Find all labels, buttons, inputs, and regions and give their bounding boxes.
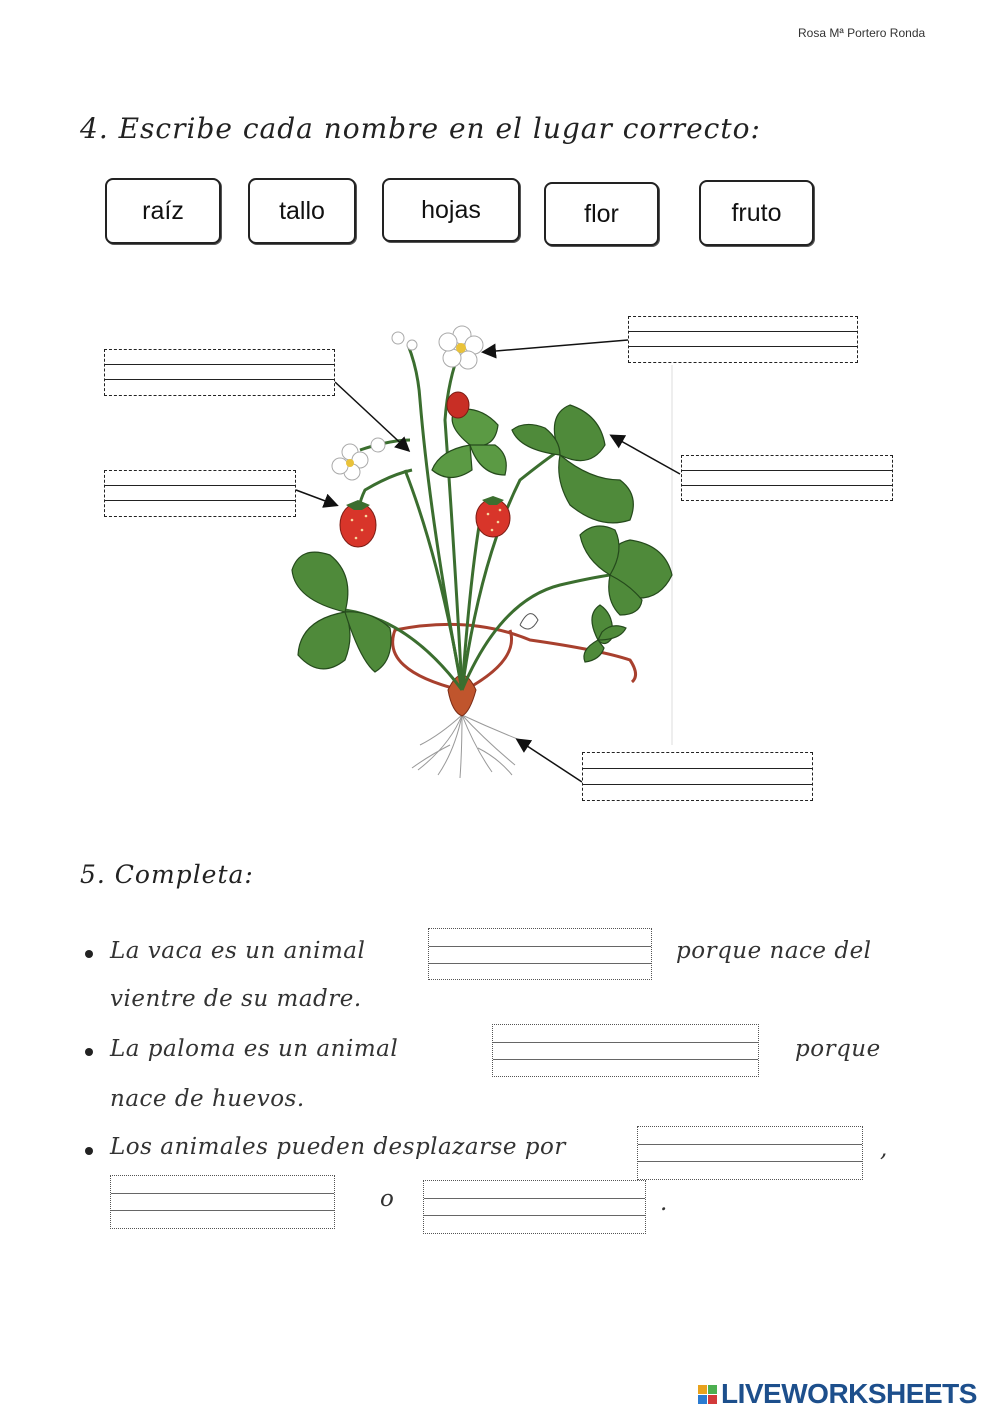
author-name: Rosa Mª Portero Ronda bbox=[798, 26, 926, 40]
word-tallo[interactable]: tallo bbox=[248, 178, 356, 244]
sentence-3-start: Los animales pueden desplazarse por bbox=[110, 1134, 566, 1160]
sentence-1-middle: porque nace del bbox=[676, 938, 872, 964]
answer-box-tallo[interactable] bbox=[628, 316, 858, 363]
sentence-3-or: o bbox=[380, 1186, 395, 1212]
sentence-1-end: vientre de su madre. bbox=[110, 986, 362, 1012]
sentence-3-end: . bbox=[660, 1190, 668, 1216]
answer-box-leaves[interactable] bbox=[681, 455, 893, 501]
word-flor[interactable]: flor bbox=[544, 182, 659, 246]
logo-mark-icon bbox=[698, 1385, 717, 1404]
sentence-2-middle: porque bbox=[795, 1036, 881, 1062]
bullet bbox=[85, 1048, 93, 1056]
word-raiz[interactable]: raíz bbox=[105, 178, 221, 244]
fill-box-4[interactable] bbox=[110, 1175, 335, 1229]
sentence-1-start: La vaca es un animal bbox=[110, 938, 366, 964]
answer-box-fruit[interactable] bbox=[104, 470, 296, 517]
liveworksheets-logo[interactable] bbox=[698, 1378, 977, 1410]
sentence-3-comma: , bbox=[880, 1136, 888, 1162]
section-4-heading: 4. Escribe cada nombre en el lugar correcto: bbox=[80, 112, 761, 145]
fill-box-3[interactable] bbox=[637, 1126, 863, 1180]
bullet bbox=[85, 950, 93, 958]
word-fruto[interactable]: fruto bbox=[699, 180, 814, 246]
sentence-2-start: La paloma es un animal bbox=[110, 1036, 399, 1062]
answer-box-root[interactable] bbox=[582, 752, 813, 801]
section-5-heading: 5. Completa: bbox=[80, 860, 254, 889]
fill-box-5[interactable] bbox=[423, 1180, 646, 1234]
fill-box-2[interactable] bbox=[492, 1024, 759, 1077]
answer-box-stem[interactable] bbox=[104, 349, 335, 396]
word-hojas[interactable]: hojas bbox=[382, 178, 520, 242]
sentence-2-end: nace de huevos. bbox=[110, 1086, 305, 1112]
logo-text: LIVEWORKSHEETS bbox=[721, 1378, 977, 1409]
bullet bbox=[85, 1147, 93, 1155]
fill-box-1[interactable] bbox=[428, 928, 652, 980]
